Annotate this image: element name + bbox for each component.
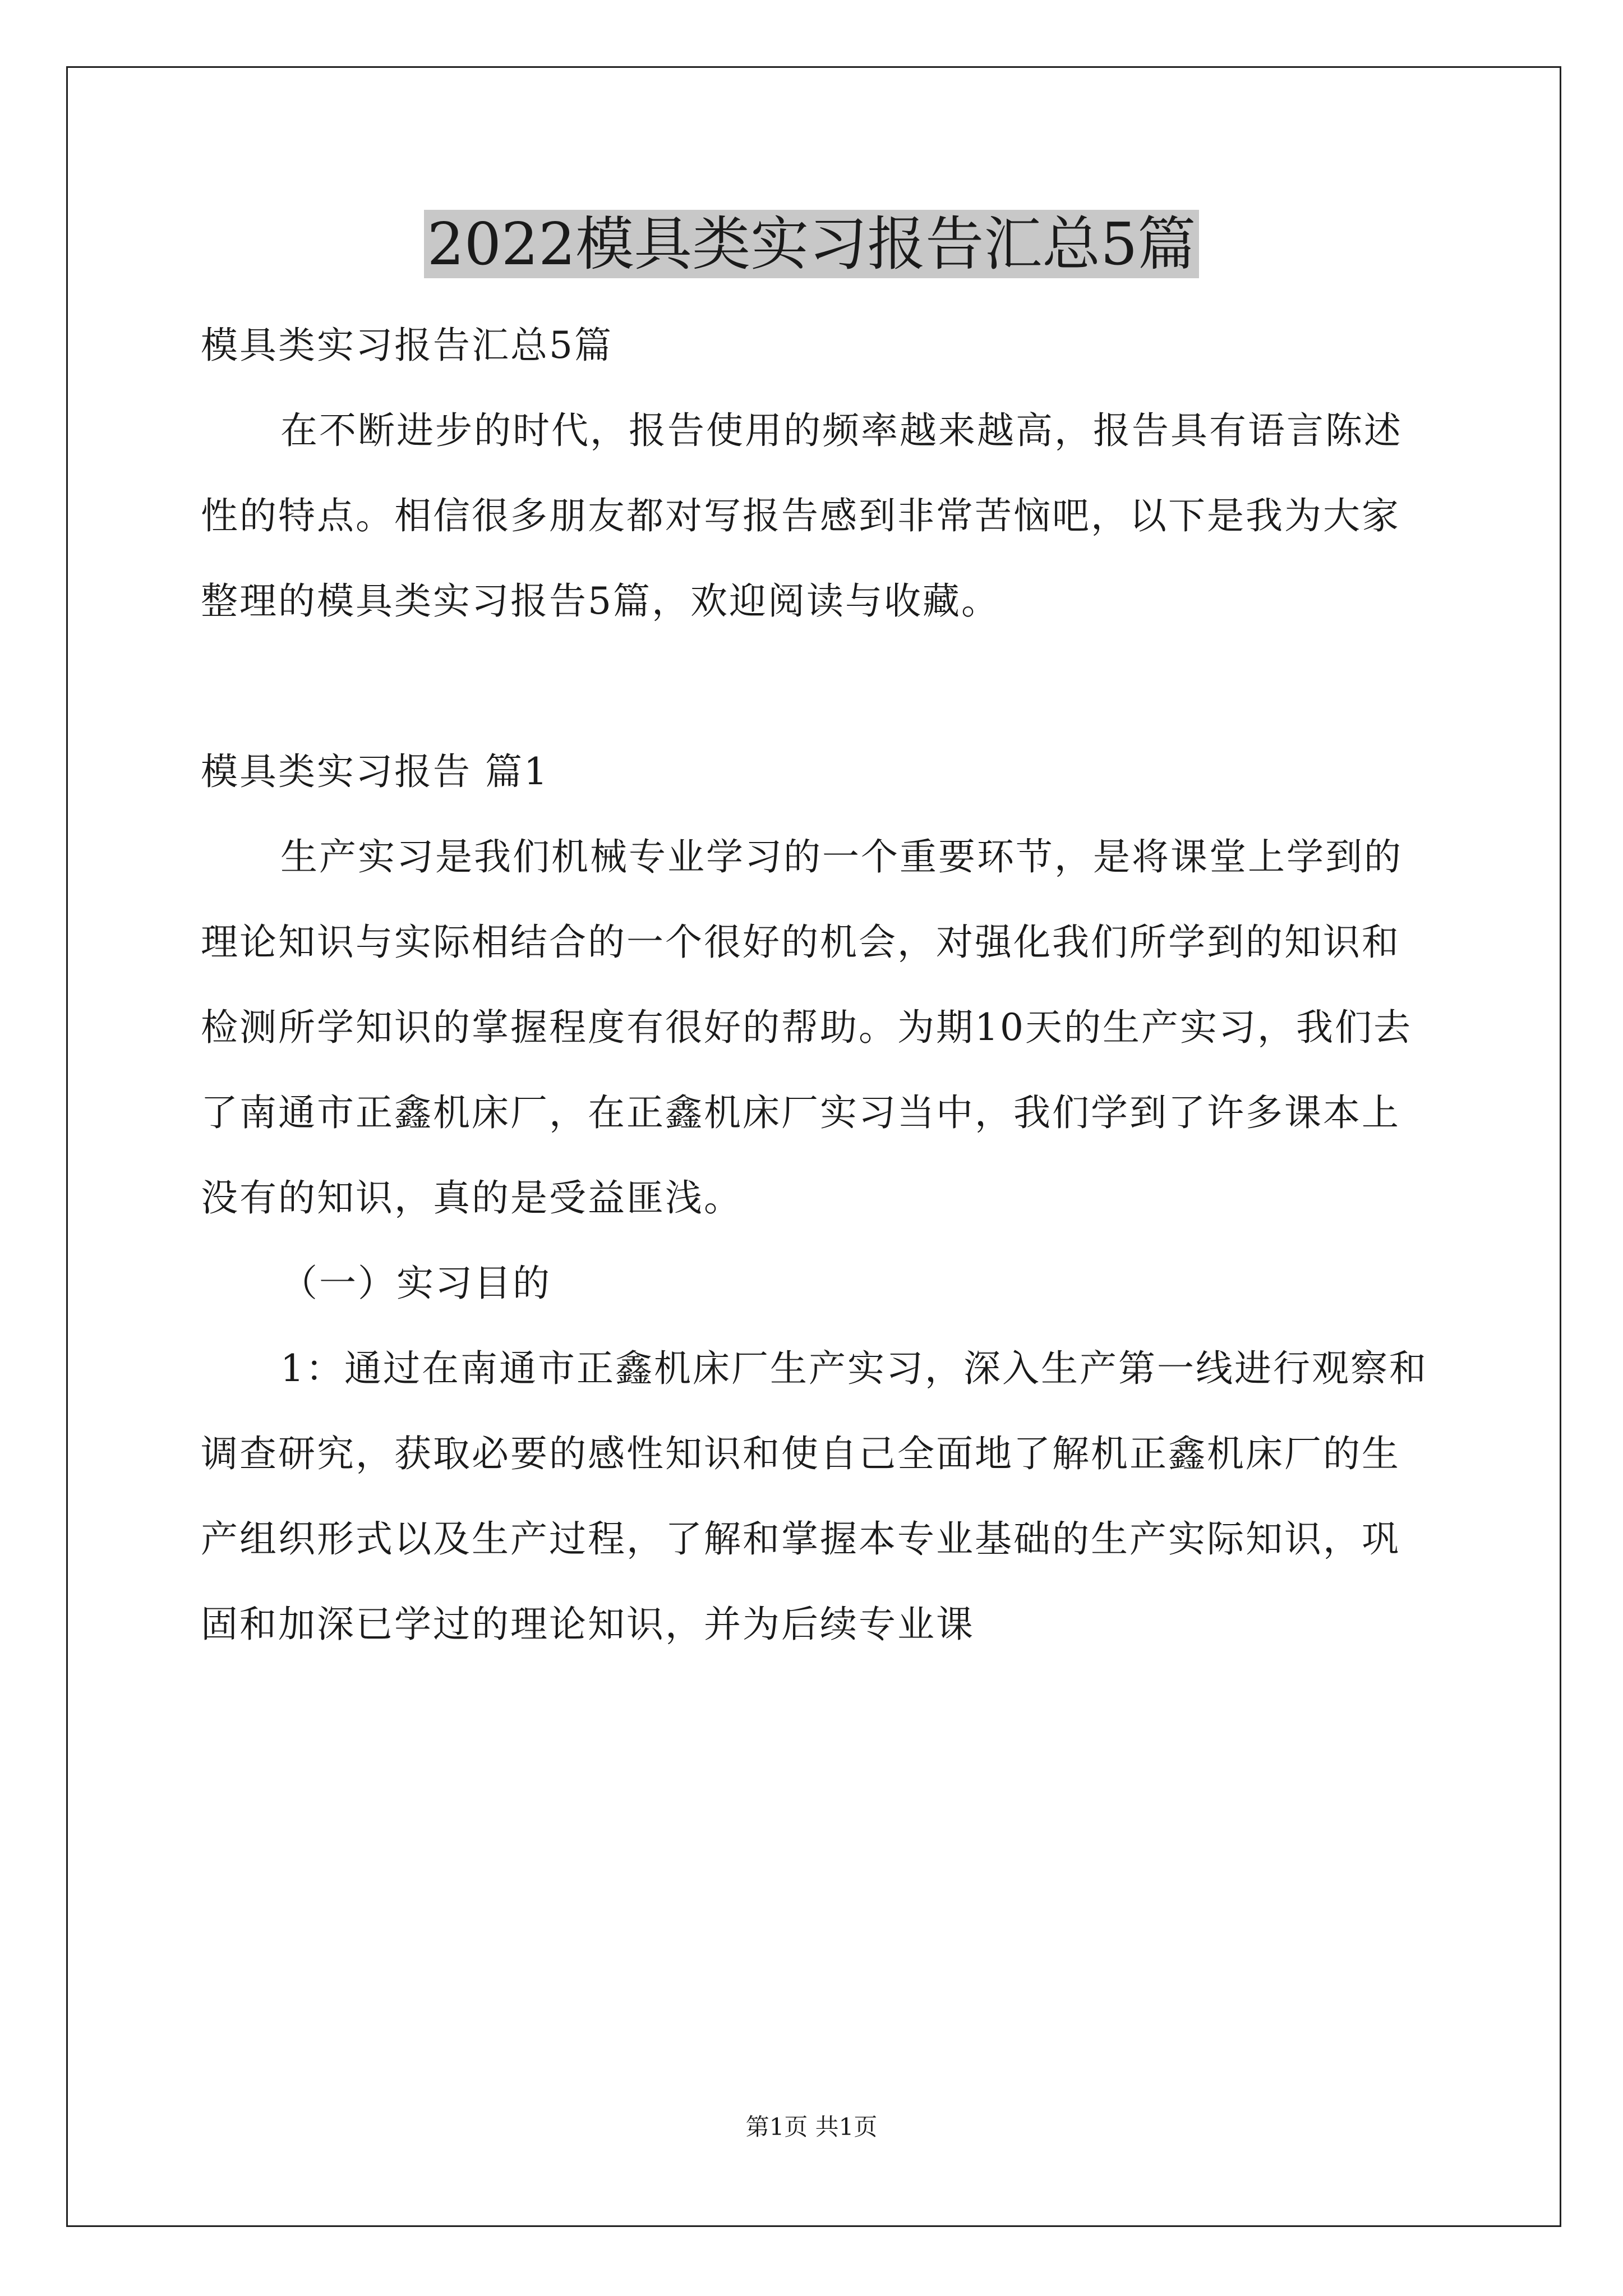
intro-paragraph: 在不断进步的时代，报告使用的频率越来越高，报告具有语言陈述性的特点。相信很多朋友都对写报告感到非常苦恼吧，以下是我为大家整理的模具类实习报告5篇，欢迎阅读与收藏。 (201, 409, 1403, 623)
document-title-text: 2022模具类实习报告汇总5篇 (424, 210, 1200, 278)
page-footer: 第1页 共1页 (745, 2113, 878, 2141)
body-paragraph-1: 生产实习是我们机械专业学习的一个重要环节，是将课堂上学到的理论知识与实际相结合的一个很好的机会，对强化我们所学到的知识和检测所学知识的掌握程度有很好的帮助。为期10天的生产实习，我们去了南通市正鑫机床厂，在正鑫机床厂实习当中，我们学到了许多课本上没有的知识，真的是受益匪浅。 (201, 835, 1412, 1220)
document-title (0, 202, 1623, 286)
body-paragraph-2: 1：通过在南通市正鑫机床厂生产实习，深入生产第一线进行观察和调查研究，获取必要的感性知识和使自己全面地了解机正鑫机床厂的生产组织形式以及生产过程，了解和掌握本专业基础的生产实际知识，巩固和加深已学过的理论知识，并为后续专业课 (201, 1347, 1428, 1646)
section-spacer (201, 644, 1435, 729)
document-body (201, 303, 1435, 1667)
subheading-purpose: （一）实习目的 (280, 1262, 551, 1305)
document-subtitle: 模具类实习报告汇总5篇 (201, 324, 613, 367)
section-heading: 模具类实习报告 篇1 (201, 750, 549, 793)
